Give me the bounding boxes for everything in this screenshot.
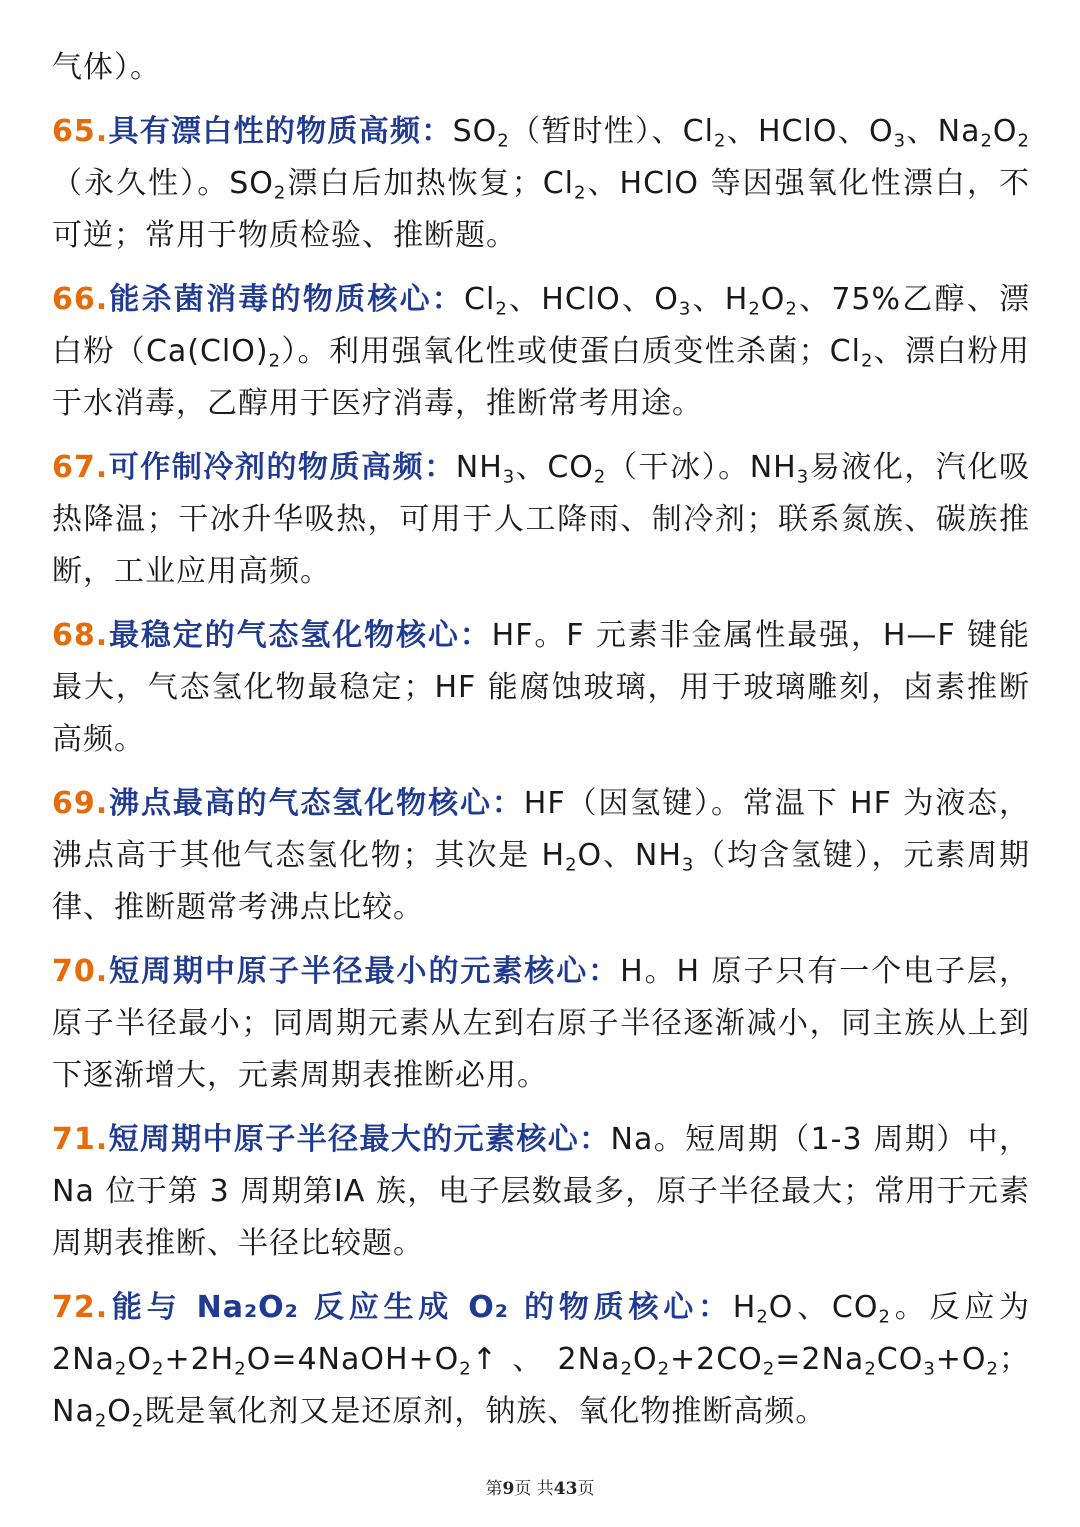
subscript: 2 [234,1358,247,1380]
body-text: Na。短周期（1-3 周期）中，Na 位于第 3 周期第ⅠA 族，电子层数最多，原子半径最大；常用于元素周期表推断、半径比较题。 [52,1122,1030,1261]
subscript: 2 [152,1358,165,1380]
body-text: O [992,114,1018,149]
body-text: 。反应为 2Na [52,1290,1031,1377]
subscript: 2 [273,182,287,204]
knowledge-item [52,274,1030,430]
subscript: 2 [1017,130,1030,152]
body-text: NH [455,450,503,485]
knowledge-item [52,106,1030,262]
body-text: 、HClO 等因强氧化性漂白，不可逆；常用于物质检验、推断题。 [52,166,1030,253]
subscript: 2 [620,1358,633,1380]
body-text: ↑、2Na [471,1342,621,1377]
body-text: O [760,282,786,317]
body-text: =2Na [775,1342,865,1377]
body-text: 、HClO、O [507,282,679,317]
subscript: 2 [94,1410,108,1432]
body-text: 易液化，汽化吸热降温；干冰升华吸热，可用于人工降雨、制冷剂；联系氮族、碳族推断，工业应用高频。 [52,450,1031,589]
knowledge-item [52,610,1030,766]
item-heading: 能与 Na₂O₂ 反应生成 O₂ 的物质核心： [108,1290,733,1325]
item-heading: 可作制冷剂的物质高频： [108,450,456,485]
subscript: 2 [986,1358,999,1380]
knowledge-item [52,778,1030,934]
intro-paragraph: 气体）。 [52,50,161,85]
subscript: 2 [785,298,798,320]
knowledge-item [52,442,1030,598]
body-text: H。H 原子只有一个电子层，原子半径最小；同周期元素从左到右原子半径逐渐减小，同主族从上到下逐渐增大，元素周期表推断必用。 [52,954,1030,1093]
item-heading: 短周期中原子半径最小的元素核心： [108,954,621,989]
body-text: O、CO [768,1290,879,1325]
subscript: 2 [131,1410,145,1432]
body-text: （暂时性）、Cl [509,114,714,149]
knowledge-item [52,946,1030,1102]
body-text: O [127,1342,152,1377]
body-text: ）。利用强氧化性或使蛋白质变性杀菌；Cl [281,334,861,369]
item-number: 69. [52,786,109,821]
footer-page-number: 9 [502,1479,515,1499]
body-text: O [107,1394,132,1429]
item-heading: 能杀菌消毒的物质核心： [108,282,465,317]
knowledge-item [52,1114,1030,1270]
item-number: 65. [52,114,109,149]
body-text: +2CO [670,1342,763,1377]
item-number: 72. [52,1290,109,1325]
knowledge-list [52,106,1030,1438]
subscript: 2 [864,1358,877,1380]
body-text: 既是氧化剂又是还原剂，钠族、氧化物推断高频。 [144,1394,827,1429]
item-number: 68. [52,618,109,653]
body-text: Cl [464,282,496,317]
body-text: O [632,1342,658,1377]
body-text: +2H [164,1342,235,1377]
item-number: 71. [52,1122,109,1157]
body-text: +O [935,1342,987,1377]
knowledge-item [52,1282,1030,1438]
item-number: 70. [52,954,109,989]
item-heading: 沸点最高的气态氢化物核心： [108,786,524,821]
body-text: SO [452,114,498,149]
footer-total-pages: 43 [553,1479,578,1499]
subscript: 3 [893,130,907,152]
subscript: 2 [114,1358,128,1380]
subscript: 3 [502,466,516,488]
subscript: 3 [796,466,810,488]
body-text: （均含氢键），元素周期律、推断题常考沸点比较。 [52,838,1030,925]
item-number: 66. [52,282,109,317]
footer-mid: 页 共 [514,1479,554,1499]
subscript: 2 [878,1306,891,1328]
page-footer [0,1474,1080,1499]
document-page [52,42,1030,1438]
footer-prefix: 第 [485,1479,503,1499]
body-text: （永久性）。SO [52,166,274,201]
body-text: HF（因氢键）。常温下 HF 为液态，沸点高于其他气态氢化物；其次是 H [52,786,1031,873]
body-text: HF。F 元素非金属性最强，H—F 键能最大，气态氢化物最稳定；HF 能腐蚀玻璃，用于玻璃雕刻，卤素推断高频。 [52,618,1030,757]
subscript: 2 [657,1358,671,1380]
body-text: 、CO [515,450,594,485]
subscript: 2 [713,130,727,152]
footer-suffix: 页 [577,1479,595,1499]
subscript: 2 [593,466,607,488]
body-text: 漂白后加热恢复；Cl [286,166,575,201]
subscript: 3 [678,298,692,320]
subscript: 2 [762,1358,776,1380]
body-text: 、Na [906,114,981,149]
subscript: 2 [748,298,761,320]
body-text: ；Na [52,1342,1030,1429]
body-text: 、75%乙醇、漂白粉（Ca(ClO) [52,282,1030,369]
subscript: 3 [681,854,695,876]
body-text: O=4NaOH+O [246,1342,460,1377]
body-text: 、H [691,282,749,317]
subscript: 2 [495,298,508,320]
subscript: 2 [459,1358,472,1380]
item-number: 67. [52,450,109,485]
body-text: 、HClO、O [726,114,894,149]
subscript: 2 [980,130,993,152]
body-text: （干冰）。NH [606,450,797,485]
body-text: 、漂白粉用于水消毒，乙醇用于医疗消毒，推断常考用途。 [52,334,1030,421]
item-heading: 最稳定的气态氢化物核心： [108,618,492,653]
body-text: H [732,1290,757,1325]
subscript: 2 [497,130,510,152]
subscript: 2 [756,1306,769,1328]
subscript: 2 [268,350,282,372]
subscript: 3 [923,1358,936,1380]
body-text: O、NH [577,838,682,873]
subscript: 2 [565,854,578,876]
item-heading: 短周期中原子半径最大的元素核心： [108,1122,611,1157]
subscript: 2 [574,182,587,204]
item-heading: 具有漂白性的物质高频： [108,114,453,149]
body-text: CO [876,1342,924,1377]
subscript: 2 [860,350,874,372]
